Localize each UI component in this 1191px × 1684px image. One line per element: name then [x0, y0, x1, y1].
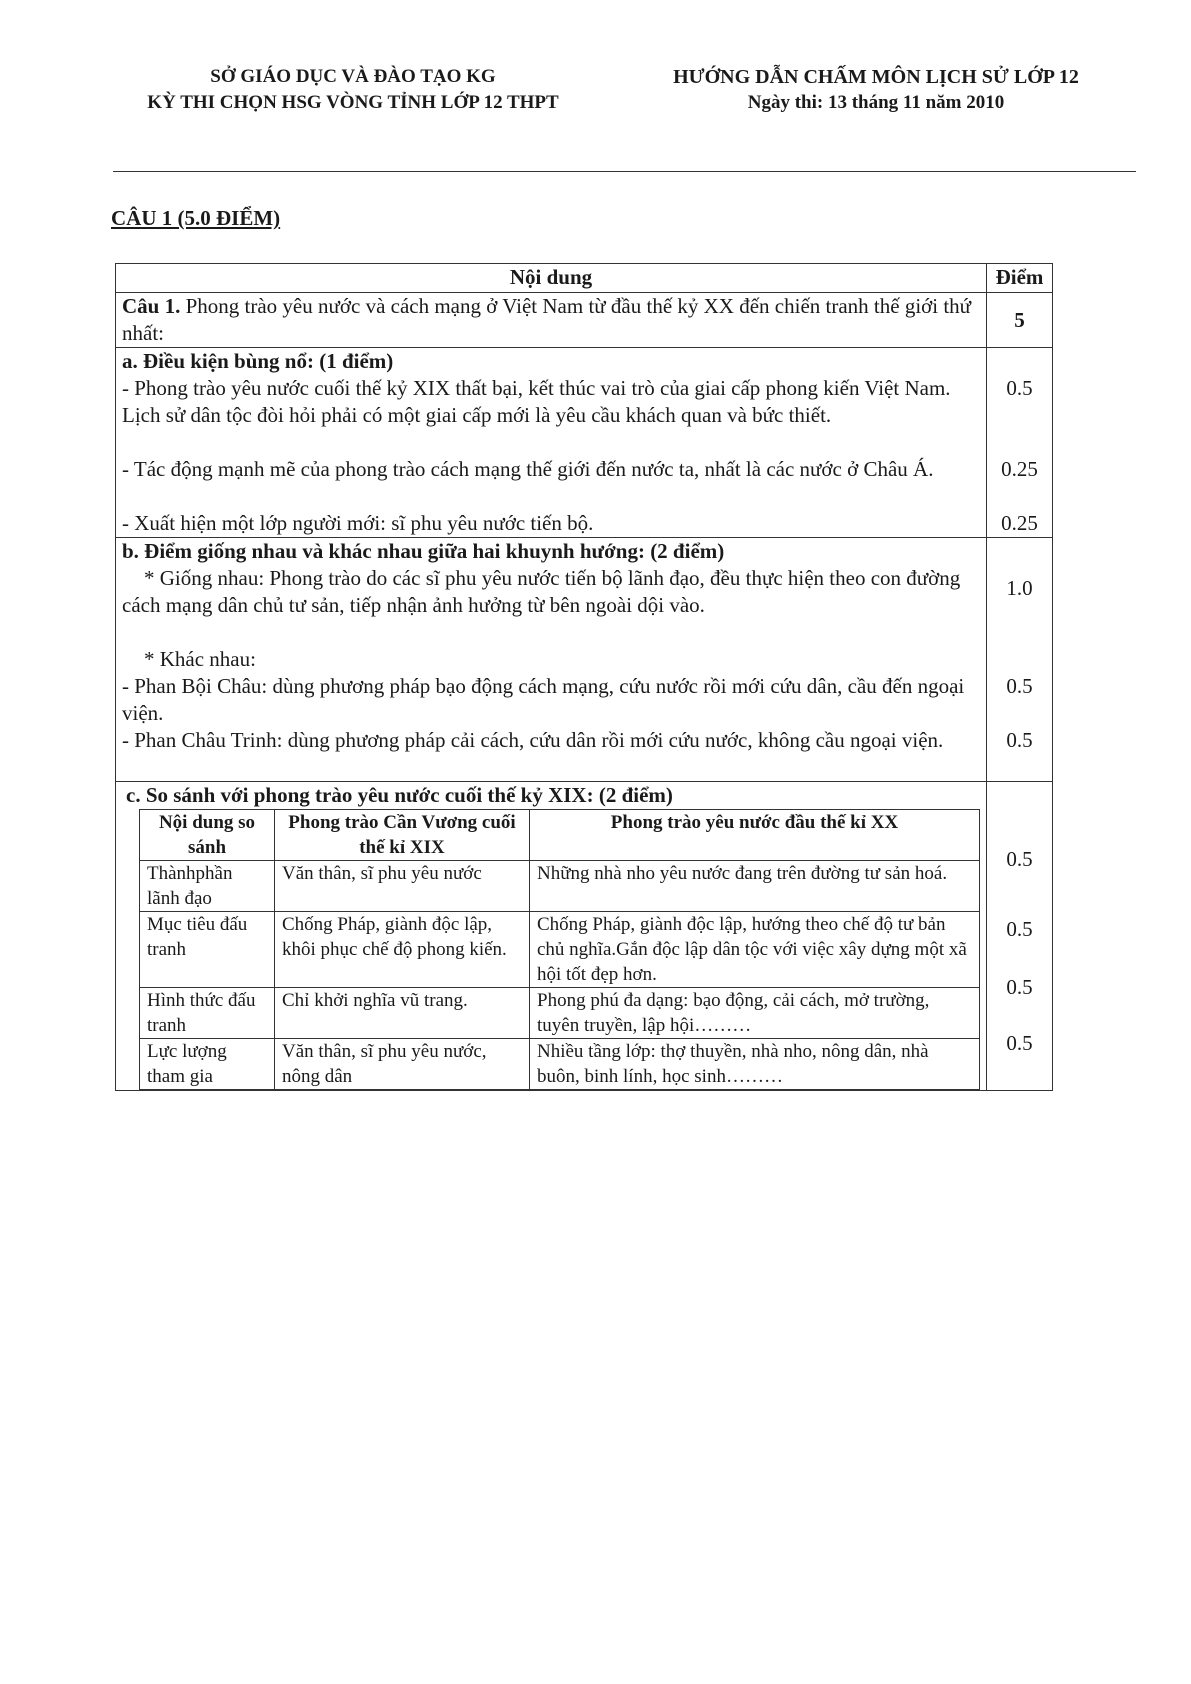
header-left	[118, 64, 588, 116]
score-value: 0.5	[1006, 728, 1033, 752]
list-item: - Xuất hiện một lớp người mới: sĩ phu yêu nước tiến bộ.	[122, 511, 594, 535]
early-xx-cell: Nhiều tầng lớp: thợ thuyền, nhà nho, nông dân, nhà buôn, binh lính, học sinh………	[530, 1039, 980, 1090]
part-a-scores	[987, 348, 1053, 538]
score-value: 0.5	[1006, 376, 1033, 400]
criterion-cell: Mục tiêu đấu tranh	[140, 912, 275, 988]
question-text: Phong trào yêu nước và cách mạng ở Việt Nam từ đầu thế kỷ XX đến chiến tranh thế giới thứ nhất:	[122, 294, 972, 345]
similarity-text: * Giống nhau: Phong trào do các sĩ phu yêu nước tiến bộ lãnh đạo, đều thực hiện theo con đường cách mạng dân chủ tư sản, tiếp nhận ảnh hưởng từ bên ngoài dội vào.	[122, 566, 961, 617]
department-name: SỞ GIÁO DỤC VÀ ĐÀO TẠO KG	[210, 66, 496, 87]
header-content: Nội dung	[116, 264, 987, 293]
section-title: CÂU 1 (5.0 ĐIỂM)	[111, 206, 281, 230]
exam-date: Ngày thi: 13 tháng 11 năm 2010	[747, 92, 1005, 113]
can-vuong-cell: Chống Pháp, giành độc lập, khôi phục chế độ phong kiến.	[275, 912, 530, 988]
column-header: Phong trào Cần Vương cuối thế kỉ XIX	[275, 810, 530, 861]
table-row	[140, 1039, 980, 1090]
can-vuong-cell: Văn thân, sĩ phu yêu nước, nông dân	[275, 1039, 530, 1090]
question-cell	[116, 293, 987, 348]
score-value: 0.25	[1001, 457, 1038, 481]
part-c-row	[116, 782, 1053, 1091]
score-value: 0.5	[1006, 917, 1033, 941]
criterion-cell: Lực lượng tham gia	[140, 1039, 275, 1090]
comparison-header-row	[140, 810, 980, 861]
grading-table	[115, 263, 1053, 1091]
early-xx-cell: Phong phú đa dạng: bạo động, cải cách, mở trường, tuyên truyền, lập hội………	[530, 988, 980, 1039]
exam-name: KỲ THI CHỌN HSG VÒNG TỈNH LỚP 12 THPT	[147, 92, 559, 113]
early-xx-cell: Chống Pháp, giành độc lập, hướng theo chế độ tư bản chủ nghĩa.Gắn độc lập dân tộc với việc xây dựng một xã hội tốt đẹp hơn.	[530, 912, 980, 988]
score-value: 0.25	[1001, 511, 1038, 535]
header-right	[626, 64, 1126, 116]
criterion-cell: Thànhphần lãnh đạo	[140, 861, 275, 912]
list-item: - Phan Châu Trinh: dùng phương pháp cải cách, cứu dân rồi mới cứu nước, không cầu ngoại viện.	[122, 728, 944, 752]
part-b-scores	[987, 538, 1053, 782]
column-header: Nội dung so sánh	[140, 810, 275, 861]
question-score: 5	[987, 293, 1053, 348]
score-value: 0.5	[1006, 975, 1033, 999]
part-a-cell	[116, 348, 987, 538]
header-score: Điểm	[987, 264, 1053, 293]
guide-title: HƯỚNG DẪN CHẤM MÔN LỊCH SỬ LỚP 12	[673, 66, 1079, 88]
score-value: 0.5	[1006, 674, 1033, 698]
comparison-table	[139, 809, 980, 1090]
question-row	[116, 293, 1053, 348]
part-c-scores	[987, 782, 1053, 1091]
early-xx-cell: Những nhà nho yêu nước đang trên đường tư sản hoá.	[530, 861, 980, 912]
can-vuong-cell: Văn thân, sĩ phu yêu nước	[275, 861, 530, 912]
question-label: Câu 1.	[122, 294, 181, 318]
part-b-heading: b. Điểm giống nhau và khác nhau giữa hai khuynh hướng: (2 điểm)	[122, 539, 725, 563]
part-a-row	[116, 348, 1053, 538]
header-divider	[113, 171, 1136, 172]
table-row	[140, 861, 980, 912]
part-c-heading: c. So sánh với phong trào yêu nước cuối thế kỷ XIX: (2 điểm)	[126, 783, 673, 807]
table-row	[140, 912, 980, 988]
part-b-cell	[116, 538, 987, 782]
column-header: Phong trào yêu nước đầu thế kỉ XX	[530, 810, 980, 861]
criterion-cell: Hình thức đấu tranh	[140, 988, 275, 1039]
score-value: 0.5	[1006, 1031, 1033, 1055]
difference-label: * Khác nhau:	[144, 647, 256, 671]
table-row	[140, 988, 980, 1039]
list-item: - Phong trào yêu nước cuối thế kỷ XIX thất bại, kết thúc vai trò của giai cấp phong kiến Việt Nam. Lịch sử dân tộc đòi hỏi phải có một giai cấp mới là yêu cầu khách quan và bức thiết.	[122, 376, 951, 427]
score-value: 1.0	[1006, 576, 1033, 600]
can-vuong-cell: Chỉ khởi nghĩa vũ trang.	[275, 988, 530, 1039]
part-c-cell	[116, 782, 987, 1091]
table-header-row	[116, 264, 1053, 293]
list-item: - Tác động mạnh mẽ của phong trào cách mạng thế giới đến nước ta, nhất là các nước ở Châu Á.	[122, 457, 934, 481]
part-a-heading: a. Điều kiện bùng nổ: (1 điểm)	[122, 349, 394, 373]
part-b-row	[116, 538, 1053, 782]
score-value: 0.5	[1006, 847, 1033, 871]
list-item: - Phan Bội Châu: dùng phương pháp bạo động cách mạng, cứu nước rồi mới cứu dân, cầu đến ngoại viện.	[122, 674, 965, 725]
